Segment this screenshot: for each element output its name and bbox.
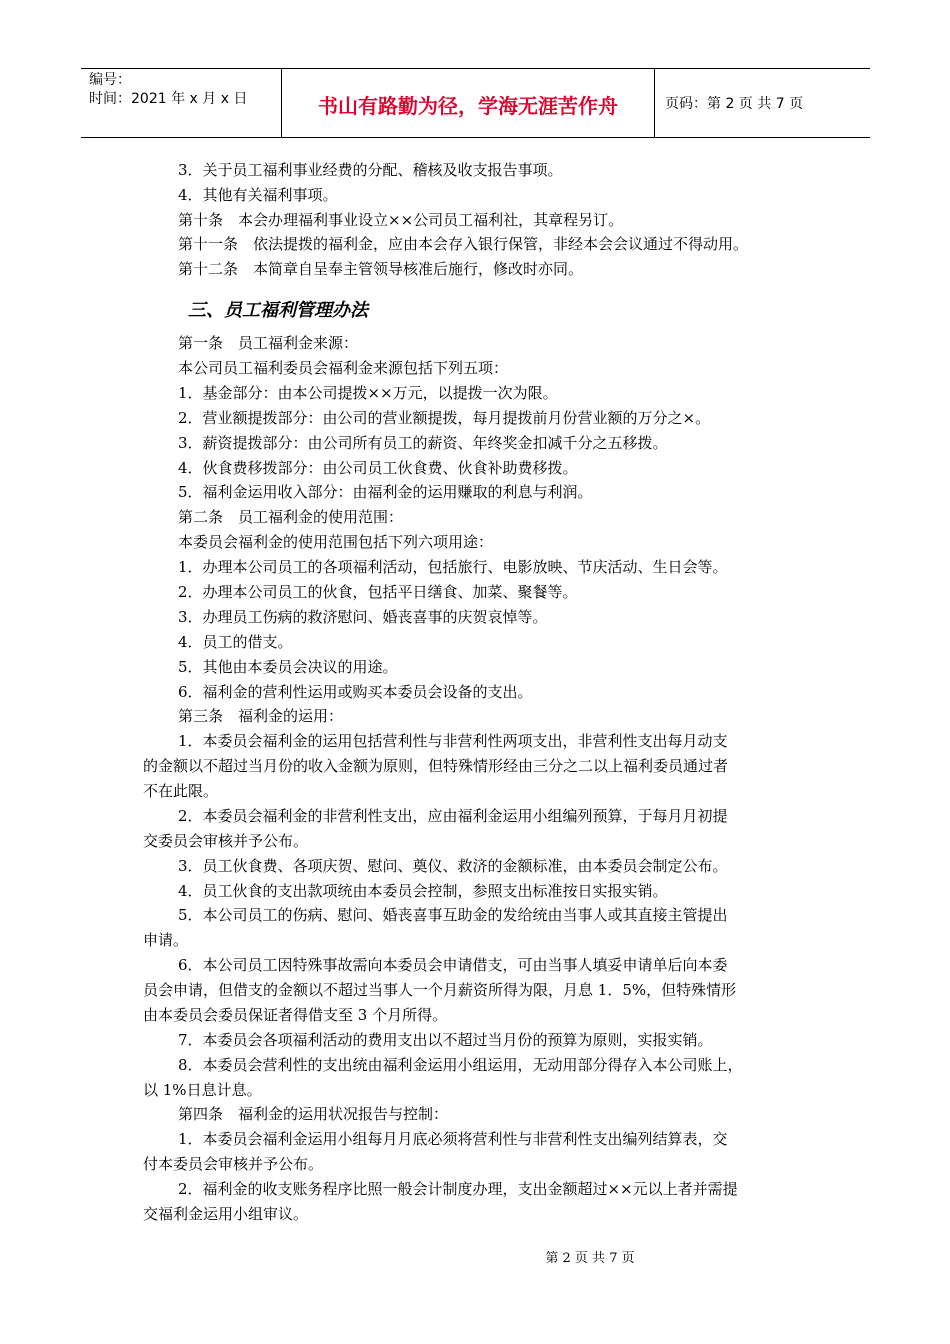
paragraph-line: 以 1%日息计息。: [143, 1081, 262, 1099]
article-heading: 第四条 福利金的运用状况报告与控制：: [178, 1105, 449, 1123]
paragraph-line: 4．员工伙食的支出款项统由本委员会控制，参照支出标准按日实报实销。: [178, 882, 668, 900]
paragraph-line: 第十二条 本简章自呈奉主管领导核准后施行，修改时亦同。: [178, 260, 584, 278]
paragraph-line: 5．本公司员工的伤病、慰问、婚丧喜事互助金的发给统由当事人或其直接主管提出: [178, 906, 728, 924]
list-item: 4．伙食费移拨部分：由公司员工伙食费、伙食补助费移拨。: [178, 459, 578, 477]
paragraph-line: 1．本委员会福利金的运用包括营利性与非营利性两项支出，非营利性支出每月动支: [178, 732, 728, 750]
paragraph-line: 不在此限。: [143, 782, 219, 800]
paragraph-line: 8．本委员会营利性的支出统由福利金运用小组运用，无动用部分得存入本公司账上，: [178, 1056, 743, 1074]
list-item: 2．办理本公司员工的伙食，包括平日缮食、加菜、聚餐等。: [178, 583, 578, 601]
paragraph-line: 7．本委员会各项福利活动的费用支出以不超过当月份的预算为原则，实报实销。: [178, 1031, 713, 1049]
paragraph-line: 申请。: [143, 931, 189, 949]
paragraph-line: 付本委员会审核并予公布。: [143, 1155, 324, 1173]
article-heading: 第三条 福利金的运用：: [178, 707, 344, 725]
article-heading: 第二条 员工福利金的使用范围：: [178, 508, 404, 526]
paragraph-line: 的金额以不超过当月份的收入金额为原则，但特殊情形经由三分之二以上福利委员通过者: [143, 757, 729, 775]
paragraph-line: 3．员工伙食费、各项庆贺、慰问、奠仪、救济的金额标准，由本委员会制定公布。: [178, 857, 728, 875]
paragraph-line: 2．福利金的收支账务程序比照一般会计制度办理，支出金额超过××元以上者并需提: [178, 1180, 738, 1198]
paragraph-line: 第十条 本会办理福利事业设立××公司员工福利社，其章程另订。: [178, 211, 624, 229]
document-number: 编号：: [89, 72, 131, 88]
header-motto: 书山有路勤为径，学海无涯苦作舟: [282, 69, 655, 137]
list-item: 4．员工的借支。: [178, 633, 293, 651]
list-item: 1．基金部分：由本公司提拨××万元，以提拨一次为限。: [178, 384, 558, 402]
paragraph-line: 交福利金运用小组审议。: [143, 1205, 309, 1223]
paragraph-line: 2．本委员会福利金的非营利性支出，应由福利金运用小组编列预算，于每月月初提: [178, 807, 728, 825]
document-date: 时间：2021 年 x 月 x 日: [89, 91, 248, 107]
paragraph-line: 4．其他有关福利事项。: [178, 186, 338, 204]
header-page-number: 页码：第 2 页 共 7 页: [665, 96, 804, 112]
list-item: 1．办理本公司员工的各项福利活动，包括旅行、电影放映、节庆活动、生日会等。: [178, 558, 728, 576]
paragraph-line: 1．本委员会福利金运用小组每月月底必须将营利性与非营利性支出编列结算表，交: [178, 1130, 728, 1148]
paragraph-line: 交委员会审核并予公布。: [143, 832, 309, 850]
header-meta: [81, 69, 282, 137]
paragraph-line: 本委员会福利金的使用范围包括下列六项用途：: [178, 533, 494, 551]
paragraph-line: 第十一条 依法提拨的福利金，应由本会存入银行保管，非经本会会议通过不得动用。: [178, 235, 749, 253]
list-item: 2．营业额提拨部分：由公司的营业额提拨，每月提拨前月份营业额的万分之×。: [178, 409, 711, 427]
page-footer: 第 2 页 共 7 页: [545, 1251, 635, 1266]
list-item: 3．薪资提拨部分：由公司所有员工的薪资、年终奖金扣减千分之五移拨。: [178, 434, 668, 452]
paragraph-line: 由本委员会委员保证者得借支至 3 个月所得。: [143, 1006, 448, 1024]
paragraph-line: 6．本公司员工因特殊事故需向本委员会申请借支，可由当事人填妥申请单后向本委: [178, 956, 728, 974]
list-item: 5．其他由本委员会决议的用途。: [178, 658, 398, 676]
section-title: 三、员工福利管理办法: [188, 300, 368, 321]
list-item: 6．福利金的营利性运用或购买本委员会设备的支出。: [178, 683, 533, 701]
paragraph-line: 员会申请，但借支的金额以不超过当事人一个月薪资所得为限，月息 1．5%，但特殊情形: [143, 981, 737, 999]
paragraph-line: 3．关于员工福利事业经费的分配、稽核及收支报告事项。: [178, 161, 563, 179]
article-heading: 第一条 员工福利金来源：: [178, 334, 359, 352]
list-item: 5．福利金运用收入部分：由福利金的运用赚取的利息与利润。: [178, 483, 593, 501]
paragraph-line: 本公司员工福利委员会福利金来源包括下列五项：: [178, 359, 509, 377]
list-item: 3．办理员工伤病的救济慰问、婚丧喜事的庆贺哀悼等。: [178, 608, 548, 626]
page-header: [81, 68, 870, 138]
